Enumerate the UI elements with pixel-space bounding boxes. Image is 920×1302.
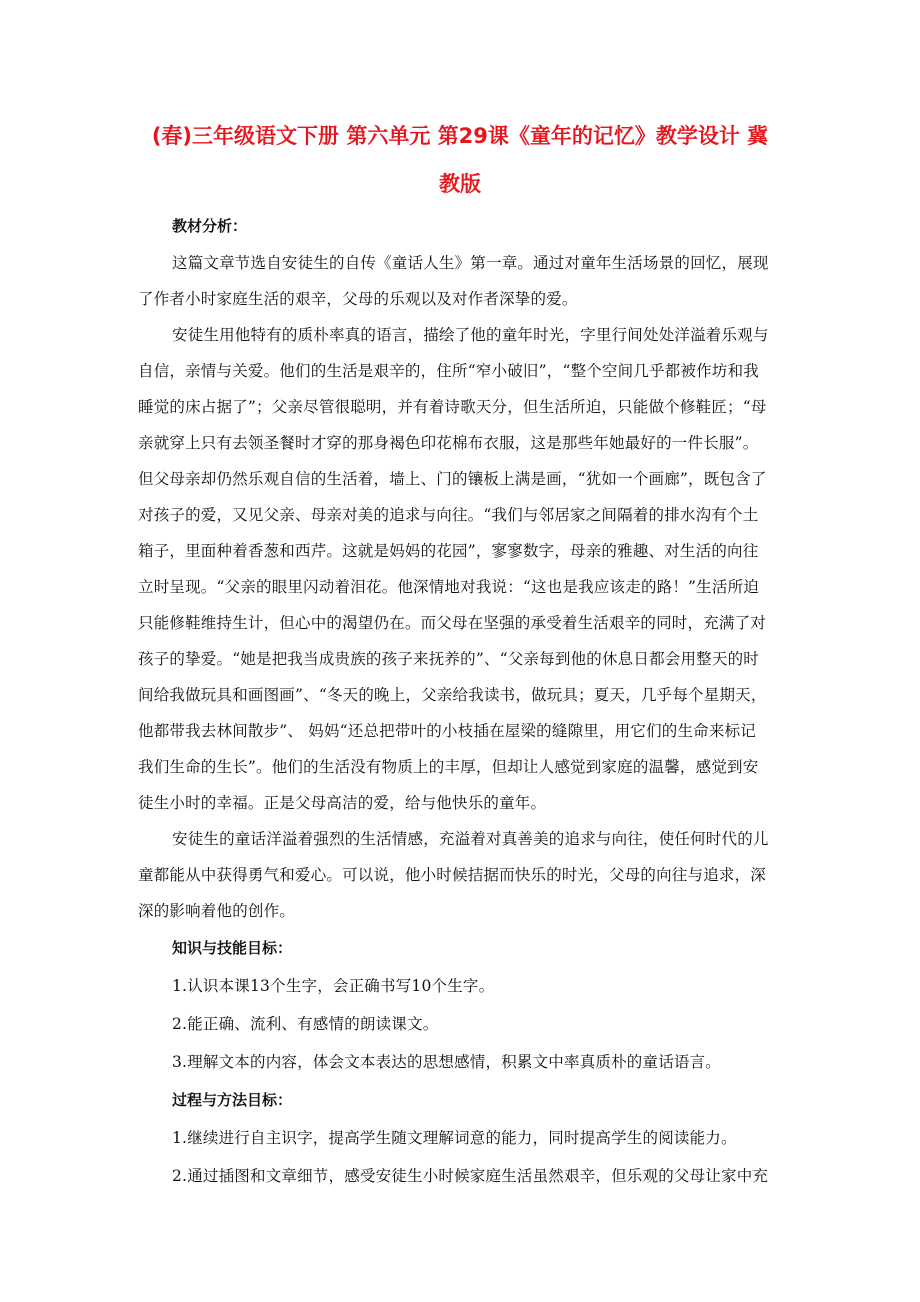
paragraph-1 xyxy=(138,245,798,317)
text-line: 深的影响着他的创作。 xyxy=(138,902,296,920)
document-title-line-2: 教版 xyxy=(439,172,481,196)
text-line: 但父母亲却仍然乐观自信的生活着，墙上、门的镶板上满是画，“犹如一个画廊”，既包含了 xyxy=(138,470,767,488)
process-item: 1.继续进行自主识字，提高学生随文理解词意的能力，同时提高学生的阅读能力。 xyxy=(172,1129,737,1147)
text-line: 安徒生的童话洋溢着强烈的生活情感，充溢着对真善美的追求与向往，使任何时代的儿 xyxy=(172,830,769,848)
knowledge-item: 1.认识本课13个生字，会正确书写10个生字。 xyxy=(172,977,495,995)
section-heading-analysis: 教材分析： xyxy=(172,217,248,235)
text-line: 对孩子的爱，又见父亲、母亲对美的追求与向往。“我们与邻居家之间隔着的排水沟有个土 xyxy=(138,506,759,524)
text-line: 这篇文章节选自安徒生的自传《童话人生》第一章。通过对童年生活场景的回忆，展现 xyxy=(172,254,769,272)
text-line: 立时呈现。“父亲的眼里闪动着泪花。他深情地对我说：“这也是我应该走的路！”生活所迫 xyxy=(138,578,759,596)
text-line: 睡觉的床占据了”；父亲尽管很聪明，并有着诗歌天分，但生活所迫，只能做个修鞋匠；“母 xyxy=(138,398,767,416)
paragraph-3 xyxy=(138,821,798,929)
text-line: 孩子的挚爱。“她是把我当成贵族的孩子来抚养的”、“父亲每到他的休息日都会用整天的时 xyxy=(138,650,759,668)
document-title-line-1: (春)三年级语文下册 第六单元 第29课《童年的记忆》教学设计 冀 xyxy=(151,124,769,148)
paragraph-2 xyxy=(138,317,798,821)
knowledge-item: 3.理解文本的内容，体会文本表达的思想感情，积累文中率真质朴的童话语言。 xyxy=(172,1053,721,1071)
section-heading-knowledge: 知识与技能目标： xyxy=(172,939,293,957)
text-line: 间给我做玩具和画图画”、“冬天的晚上，父亲给我读书，做玩具；夏天，几乎每个星期天， xyxy=(138,686,767,704)
text-line: 箱子，里面种着香葱和西芹。这就是妈妈的花园”，寥寥数字，母亲的雅趣、对生活的向往 xyxy=(138,542,759,560)
process-item: 2.通过插图和文章细节，感受安徒生小时候家庭生活虽然艰辛，但乐观的父母让家中充 xyxy=(172,1167,769,1185)
text-line: 童都能从中获得勇气和爱心。可以说，他小时候拮据而快乐的时光，父母的向往与追求，深 xyxy=(138,866,767,884)
text-line: 安徒生用他特有的质朴率真的语言，描绘了他的童年时光，字里行间处处洋溢着乐观与 xyxy=(172,326,769,344)
text-line: 只能修鞋维持生计，但心中的渴望仍在。而父母在坚强的承受着生活艰辛的同时，充满了对 xyxy=(138,614,767,632)
text-line: 自信，亲情与关爱。他们的生活是艰辛的，住所“窄小破旧”，“整个空间几乎都被作坊和我 xyxy=(138,362,759,380)
document-body xyxy=(138,208,798,1195)
text-line: 他都带我去林间散步”、 妈妈“还总把带叶的小枝插在屋梁的缝隙里，用它们的生命来标记 xyxy=(138,722,756,740)
text-line: 徒生小时的幸福。正是父母高洁的爱，给与他快乐的童年。 xyxy=(138,794,547,812)
knowledge-item: 2.能正确、流利、有感情的朗读课文。 xyxy=(172,1015,439,1033)
text-line: 我们生命的生长”。他们的生活没有物质上的丰厚，但却让人感觉到家庭的温馨，感觉到安 xyxy=(138,758,759,776)
section-heading-process: 过程与方法目标： xyxy=(172,1091,293,1109)
text-line: 亲就穿上只有去领圣餐时才穿的那身褐色印花棉布衣服，这是那些年她最好的一件长服”。 xyxy=(138,434,759,452)
text-line: 了作者小时家庭生活的艰辛，父母的乐观以及对作者深挚的爱。 xyxy=(138,290,578,308)
